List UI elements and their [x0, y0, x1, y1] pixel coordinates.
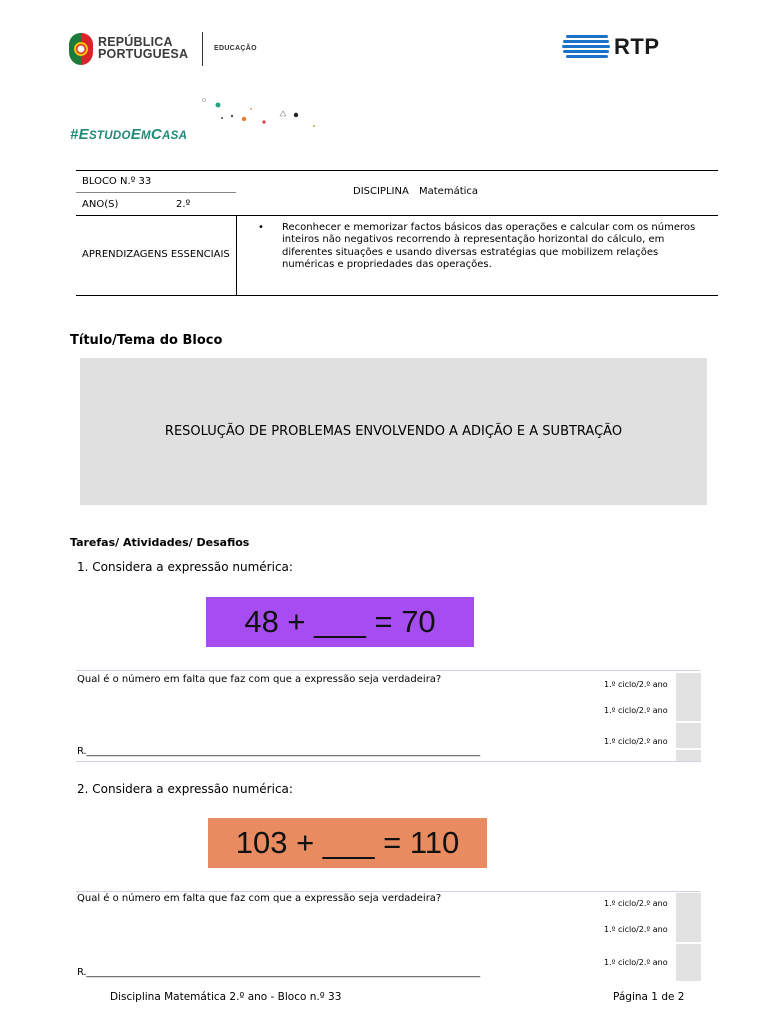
task-2-level-3: 1.º ciclo/2.º ano	[604, 958, 668, 967]
task-1-expression-box	[206, 597, 474, 647]
task-2-question: Qual é o número em falta que faz com que a expressão seja verdadeira?	[77, 893, 442, 904]
republica-portuguesa-logo	[68, 32, 268, 68]
table-row-divider	[76, 192, 236, 193]
aprendizagens-line: diferentes situações e usando diversas estratégias que mobilizem relações	[282, 246, 659, 258]
aprendizagens-label: APRENDIZAGENS ESSENCIAIS	[82, 249, 230, 260]
task-1-question: Qual é o número em falta que faz com que a expressão seja verdadeira?	[77, 674, 442, 685]
theme-box	[80, 358, 707, 505]
ano-value: 2.º	[176, 199, 191, 210]
task-2-score-column	[676, 893, 701, 981]
aprendizagens-line: numéricas e propriedades das operações.	[282, 258, 492, 270]
bloco-label: BLOCO N.º 33	[82, 176, 152, 187]
task-1-score-separator	[676, 748, 701, 750]
task-1-top-rule	[76, 670, 701, 671]
aprendizagens-list	[258, 222, 718, 271]
task-1-score-separator	[676, 721, 701, 723]
decorative-dots-icon	[198, 96, 328, 130]
task-1-bottom-rule	[76, 761, 701, 762]
theme-text: RESOLUÇÃO DE PROBLEMAS ENVOLVENDO A ADIÇÃO E A SUBTRAÇÃO	[164, 424, 623, 439]
task-1-level-3: 1.º ciclo/2.º ano	[604, 737, 668, 746]
tasks-title: Tarefas/ Atividades/ Desafios	[70, 536, 250, 549]
task-2-answer-line[interactable]: R.__________________________________________________________________________________	[77, 967, 480, 978]
bullet-icon: •	[258, 222, 264, 233]
gov-logo-text: REPÚBLICA PORTUGUESA	[98, 35, 189, 61]
portugal-flag-emblem-icon	[68, 32, 94, 66]
task-1-level-2: 1.º ciclo/2.º ano	[604, 706, 668, 715]
task-2-level-2: 1.º ciclo/2.º ano	[604, 925, 668, 934]
aprendizagens-line: inteiros não negativos recorrendo à representação horizontal do cálculo, em	[282, 234, 665, 246]
task-1-heading: 1. Considera a expressão numérica:	[77, 560, 293, 574]
logo-divider	[202, 32, 203, 66]
task-2-heading: 2. Considera a expressão numérica:	[77, 782, 293, 796]
rtp-wordmark: RTP	[614, 34, 660, 59]
rtp-bars-icon	[562, 34, 612, 60]
estudo-em-casa-hashtag: #ESTUDOEMCASA	[70, 126, 188, 143]
table-top-border	[76, 170, 718, 171]
task-1-expression: 48 + ___ = 70	[244, 604, 436, 639]
ano-label: ANO(S)	[82, 199, 119, 210]
block-title: Título/Tema do Bloco	[70, 333, 223, 348]
task-2-level-1: 1.º ciclo/2.º ano	[604, 899, 668, 908]
table-column-divider	[236, 216, 237, 295]
rtp-logo	[562, 34, 682, 60]
disciplina-value: Matemática	[419, 186, 479, 197]
disciplina-label: DISCIPLINA	[353, 186, 409, 197]
task-2-expression: 103 + ___ = 110	[235, 825, 460, 860]
page-number: Página 1 de 2	[613, 991, 685, 1003]
task-2-expression-box	[208, 818, 487, 868]
gov-department: EDUCAÇÃO	[214, 45, 257, 52]
task-1-answer-line[interactable]: R.__________________________________________________________________________________	[77, 746, 480, 757]
task-1-level-1: 1.º ciclo/2.º ano	[604, 680, 668, 689]
task-2-score-separator	[676, 942, 701, 944]
aprendizagens-line: Reconhecer e memorizar factos básicos das operações e calcular com os números	[282, 222, 696, 233]
task-2-top-rule	[76, 891, 701, 892]
table-bottom-border	[76, 295, 718, 296]
footer-title: Disciplina Matemática 2.º ano - Bloco n.º 33	[110, 991, 342, 1003]
table-row-divider	[76, 215, 718, 216]
